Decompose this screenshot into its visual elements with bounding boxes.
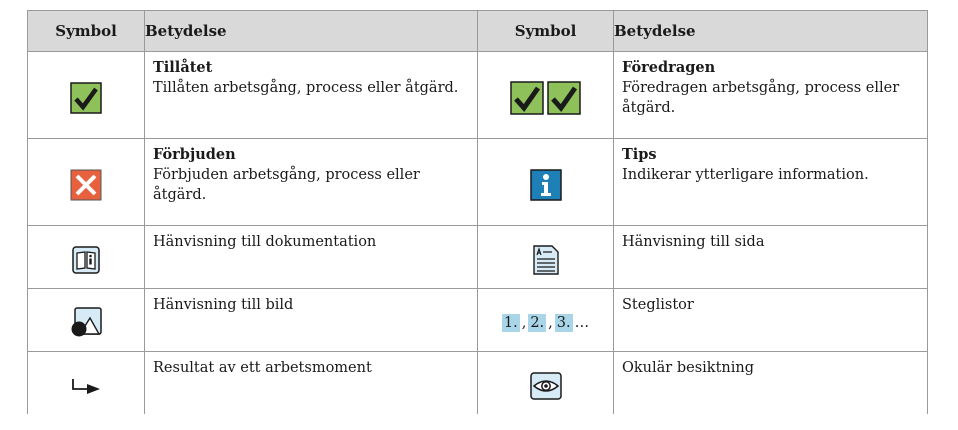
symbol-cell <box>28 52 145 139</box>
meaning-cell <box>145 139 478 226</box>
eye-icon <box>530 372 562 400</box>
info-icon <box>530 169 562 201</box>
description-allowed: Tillåten arbetsgång, process eller åtgärd. <box>153 80 459 96</box>
check-icon <box>70 82 102 114</box>
header-symbol-right: Symbol <box>478 11 614 52</box>
symbol-cell <box>478 289 614 352</box>
meaning-cell <box>614 226 928 289</box>
term-forbidden: Förbjuden <box>153 146 236 163</box>
symbol-cell <box>28 226 145 289</box>
symbol-cell <box>478 139 614 226</box>
meaning-cell <box>145 289 478 352</box>
symbol-table <box>27 10 928 414</box>
book-reference-icon <box>72 246 100 274</box>
meaning-cell <box>145 352 478 415</box>
table-row <box>28 226 928 289</box>
header-symbol-left: Symbol <box>28 11 145 52</box>
step-separator: , <box>521 315 527 331</box>
meaning-cell <box>614 352 928 415</box>
meaning-cell <box>614 289 928 352</box>
description-preferred: Föredragen arbetsgång, process eller åtgärd. <box>622 80 900 116</box>
step-number-3: 3. <box>556 315 571 331</box>
description-step-lists: Steglistor <box>622 297 694 313</box>
step-number-1: 1. <box>503 315 518 331</box>
step-list-icon <box>502 313 589 333</box>
symbol-cell <box>478 226 614 289</box>
symbol-cell <box>478 52 614 139</box>
symbol-cell <box>28 352 145 415</box>
picture-reference-icon <box>70 307 102 339</box>
header-meaning-right: Betydelse <box>614 11 928 52</box>
page-reference-icon <box>533 245 559 275</box>
header-meaning-left: Betydelse <box>145 11 478 52</box>
meaning-cell <box>145 52 478 139</box>
description-forbidden: Förbjuden arbetsgång, process eller åtgärd. <box>153 167 420 203</box>
table-row <box>28 139 928 226</box>
term-allowed: Tillåtet <box>153 59 213 76</box>
table-row <box>28 52 928 139</box>
step-ellipsis: … <box>574 315 590 331</box>
symbol-cell <box>478 352 614 415</box>
double-check-icon <box>510 81 582 115</box>
description-result: Resultat av ett arbetsmoment <box>153 360 372 376</box>
result-arrow-icon <box>71 377 101 395</box>
description-page-reference: Hänvisning till sida <box>622 234 765 250</box>
step-separator: , <box>548 315 553 331</box>
table-row <box>28 289 928 352</box>
meaning-cell <box>614 52 928 139</box>
table-header-row <box>28 11 928 52</box>
step-number-2: 2. <box>530 315 545 331</box>
symbol-cell <box>28 139 145 226</box>
meaning-cell <box>614 139 928 226</box>
meaning-cell <box>145 226 478 289</box>
description-tips: Indikerar ytterligare information. <box>622 167 869 183</box>
table-row <box>28 352 928 415</box>
description-visual-inspection: Okulär besiktning <box>622 360 754 376</box>
term-tips: Tips <box>622 146 657 163</box>
description-picture-reference: Hänvisning till bild <box>153 297 294 313</box>
description-doc-reference: Hänvisning till dokumentation <box>153 234 377 250</box>
cross-icon <box>70 169 102 201</box>
symbol-cell <box>28 289 145 352</box>
term-preferred: Föredragen <box>622 59 716 76</box>
